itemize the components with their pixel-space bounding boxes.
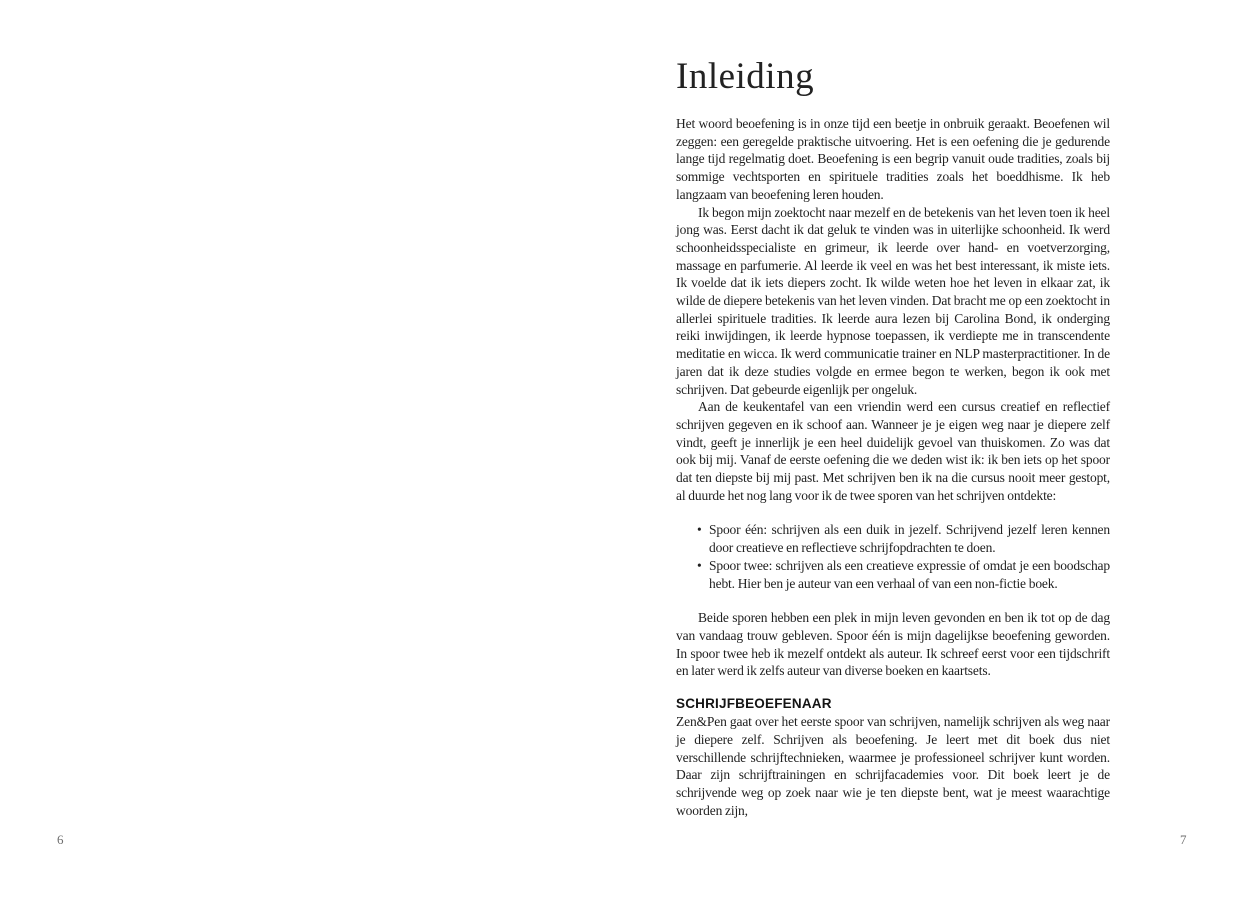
paragraph-schrijfbeoefenaar: Zen&Pen gaat over het eerste spoor van schrijven, namelijk schrijven als weg naar je diepere zelf. Schrijven als beoefening. Je leert met dit boek dus niet verschillende schrijftechnieken, waarmee je professioneel schrijver kunt worden. Daar zijn schrijftrainingen en schrijfacademies voor. Dit boek leert je de schrijvende weg op zoek naar wie je ten diepste bent, wat je meest waarachtige woorden zijn, (676, 714, 1110, 818)
paragraph-zoektocht: Ik begon mijn zoektocht naar mezelf en de betekenis van het leven toen ik heel jong was. Eerst dacht ik dat geluk te vinden was in uiterlijke schoonheid. Ik werd schoonheidsspecialiste en grimeur, ik leerde over hand- en voetverzorging, massage en parfumerie. Al leerde ik veel en was het best interessant, ik miste iets. Ik voelde dat ik iets diepers zocht. Ik wilde weten hoe het leven in elkaar zat, ik wilde de diepere betekenis van het leven vinden. Dat bracht me op een zoektocht in allerlei spirituele tradities. Ik leerde aura lezen bij Carolina Bond, ik onderging reiki inwijdingen, ik leerde hypnose toepassen, ik verdiepte me in transcendente meditatie en wicca. Ik werd communicatie trainer en NLP masterpractitioner. In de jaren dat ik deze studies volgde en ermee begon te werken, begon ik ook met schrijven. Dat gebeurde eigenlijk per ongeluk. (676, 204, 1110, 397)
right-page-number: 7 (1180, 832, 1187, 847)
paragraph-intro: Het woord beoefening is in onze tijd een beetje in onbruik geraakt. Beoefenen wil zeggen: een geregelde praktische uitvoering. Het is een oefening die je gedurende lange tijd regelmatig doet. Beoefening is een begrip vanuit oude tradities, zoals bij sommige vechtsporten en spirituele tradities zoals het boeddhisme. Ik heb langzaam van beoefening leren houden. (676, 116, 1110, 202)
spoor-list (676, 521, 1110, 592)
chapter-content (676, 56, 1110, 819)
list-item-spoor-een: • Spoor één: schrijven als een duik in jezelf. Schrijvend jezelf leren kennen door creatieve en reflectieve schrijfopdrachten te doen. (709, 521, 1110, 556)
paragraph-beide-sporen: Beide sporen hebben een plek in mijn leven gevonden en ben ik tot op de dag van vandaag trouw gebleven. Spoor één is mijn dagelijkse beoefening geworden. In spoor twee heb ik mezelf ontdekt als auteur. Ik schreef eerst voor een tijdschrift en later werd ik zelfs auteur van diverse boeken en kaartsets. (676, 610, 1110, 679)
chapter-title: Inleiding (676, 56, 815, 97)
section-heading: SCHRIJFBEOEFENAAR (676, 696, 832, 712)
paragraph-keukentafel: Aan de keukentafel van een vriendin werd een cursus creatief en reflectief schrijven gegeven en ik schoof aan. Wanneer je je eigen weg naar je diepere zelf vindt, geeft je innerlijk je een heel duidelijk gevoel van thuiskomen. Zo was dat ook bij mij. Vanaf de eerste oefening die we deden wist ik: ik ben iets op het spoor dat ten diepste bij mij past. Met schrijven ben ik na die cursus nooit meer gestopt, al duurde het nog lang voor ik de twee sporen van het schrijven ontdekte: (676, 399, 1110, 503)
left-page-number: 6 (57, 832, 64, 847)
list-item-spoor-twee: • Spoor twee: schrijven als een creatieve expressie of omdat je een boodschap hebt. Hier ben je auteur van een verhaal of van een non-fictie boek. (709, 557, 1110, 592)
right-page (625, 0, 1250, 900)
